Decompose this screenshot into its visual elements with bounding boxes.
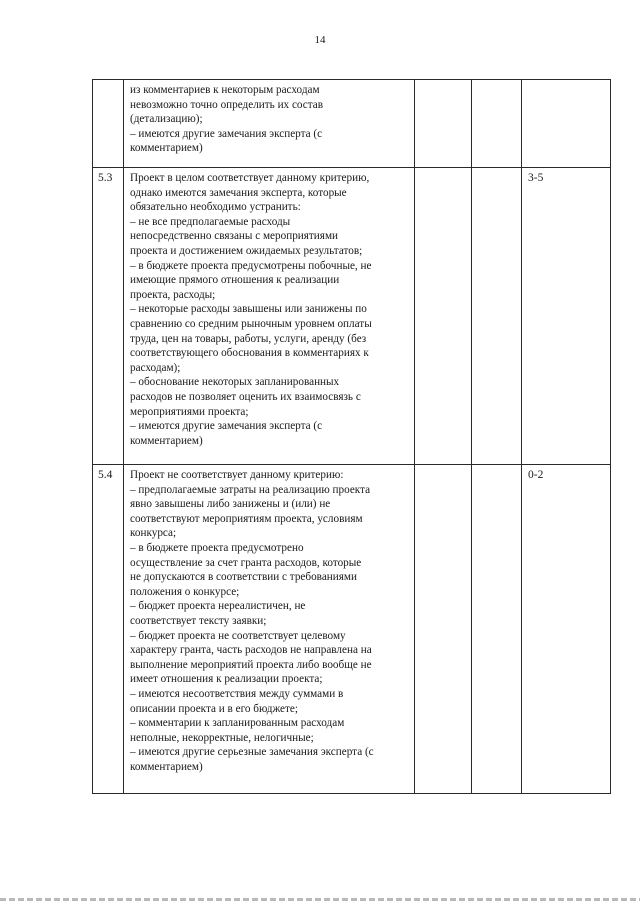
criterion-line: проекта и достижением ожидаемых результатов; [130,244,363,257]
row-number: 5.4 [93,465,124,794]
table-row [93,80,611,168]
criterion-line: – имеются другие серьезные замечания эксперта (с [130,746,374,759]
criterion-line: расходам); [130,361,181,374]
criterion-line: – имеются несоответствия между суммами в [130,687,344,700]
criterion-line: – некоторые расходы завышены или занижены по [130,303,367,316]
criterion-line: из комментариев к некоторым расходам [130,84,320,96]
criterion-line: не допускаются в соответствии с требованиями [130,571,357,584]
criterion-line: – бюджет проекта не соответствует целевому [130,629,346,642]
criterion-line: – предполагаемые затраты на реализацию проекта [130,483,371,496]
criterion-line: – в бюджете проекта предусмотрено [130,541,304,554]
table-row [93,168,611,465]
empty-cell [472,80,522,168]
criterion-description [124,168,415,465]
criterion-line: соответствует тексту заявки; [130,614,267,627]
page-number: 14 [314,34,326,46]
criterion-line: мероприятиями проекта; [130,405,249,418]
criterion-line: – обоснование некоторых запланированных [130,376,340,389]
score-range [522,80,611,168]
empty-cell [415,168,472,465]
criterion-line: расходов не позволяет оценить их взаимосвязь с [130,390,361,403]
empty-cell [472,168,522,465]
criterion-line: непосредственно связаны с мероприятиями [130,230,339,243]
criterion-line: осуществление за счет гранта расходов, которые [130,556,362,569]
row-number: 5.3 [93,168,124,465]
criterion-line: – в бюджете проекта предусмотрены побочные, не [130,259,372,272]
criterion-line: Проект в целом соответствует данному критерию, [130,172,370,184]
criterion-line: сравнению со средним рыночным уровнем оплаты [130,317,372,330]
score-range: 3-5 [522,168,611,465]
criterion-line: – бюджет проекта нереалистичен, не [130,600,306,613]
criterion-line: однако имеются замечания эксперта, которые [130,186,347,199]
criterion-description [124,465,415,794]
criterion-line: обязательно необходимо устранить: [130,201,301,214]
empty-cell [472,465,522,794]
criterion-line: комментарием) [130,760,203,773]
criterion-line: Проект не соответствует данному критерию: [130,469,344,481]
criterion-line: имеющие прямого отношения к реализации [130,274,340,287]
criterion-line: труда, цен на товары, работы, услуги, аренду (без [130,332,367,345]
criterion-line: невозможно точно определить их состав [130,98,324,111]
criterion-line: (детализацию); [130,113,203,126]
criteria-table [92,79,611,794]
criterion-line: проекта, расходы; [130,288,216,301]
criterion-line: положения о конкурсе; [130,585,240,598]
criterion-line: явно завышены либо занижены и (или) не [130,498,331,511]
criterion-line: – не все предполагаемые расходы [130,215,291,228]
empty-cell [415,465,472,794]
criterion-line: имеет отношения к реализации проекта; [130,673,323,686]
criterion-line: неполные, некорректные, нелогичные; [130,731,314,744]
criterion-line: комментарием) [130,434,203,447]
row-number [93,80,124,168]
criterion-line: выполнение мероприятий проекта либо вообще не [130,658,372,671]
criterion-line: – имеются другие замечания эксперта (с [130,420,323,433]
criterion-line: – имеются другие замечания эксперта (с [130,127,323,140]
criterion-line: описании проекта и в его бюджете; [130,702,298,715]
table-row [93,465,611,794]
criterion-line: конкурса; [130,527,177,540]
criterion-line: характеру гранта, часть расходов не направлена на [130,644,372,657]
criterion-line: соответствующего обоснования в комментариях к [130,347,369,360]
empty-cell [415,80,472,168]
criterion-description [124,80,415,168]
criterion-line: комментарием) [130,142,203,155]
criterion-line: соответствуют мероприятиям проекта, условиям [130,512,363,525]
criterion-line: – комментарии к запланированным расходам [130,717,345,730]
score-range: 0-2 [522,465,611,794]
